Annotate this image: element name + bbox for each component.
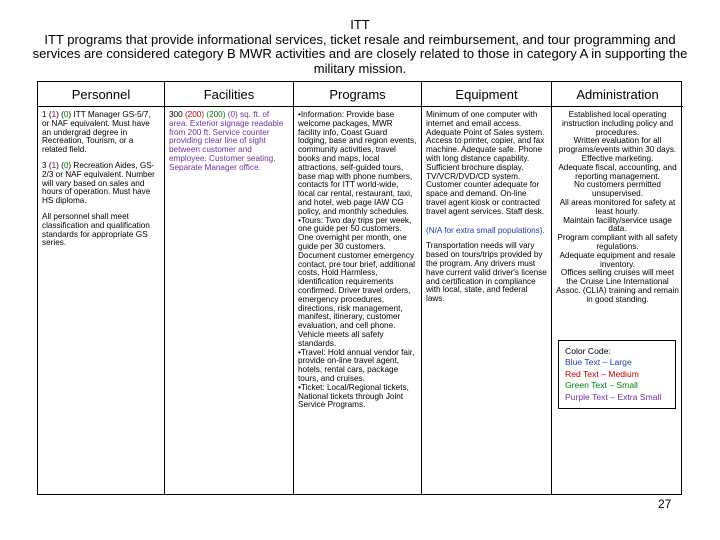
equipment-transportation: Transportation needs will vary based on tours/trips provided by the program. Any drivers must have current valid driver's license and certification in compliance with local, state, and federal laws. [426, 241, 547, 304]
admin-item: Effective marketing. [581, 153, 654, 163]
facilities-column [165, 82, 294, 494]
programs-information: •Information: Provide base welcome packages, MWR facility info, Coast Guard lodging, base and region events, community activities, travel books and maps, local attractions, self-guided tours, base map with phone numbers, contacts for ITT world-wide, local car rental, restaurant, taxi, and hotel, web page IAW CG policy, and monthly schedules. [298, 110, 417, 216]
legend-purple: Purple Text – Extra Small [565, 391, 662, 402]
equipment-header: Equipment [422, 82, 551, 107]
personnel-manager: 1 (1) (0) ITT Manager GS-5/7, or NAF equivalent. Must have an undergrad degree in Recreation, Tourism, or a related field. [42, 110, 151, 155]
title-block [30, 18, 690, 76]
admin-item: Written evaluation for all programs/events within 30 days. [558, 136, 677, 155]
equipment-column [422, 82, 552, 494]
personnel-column [38, 82, 165, 494]
facilities-header: Facilities [165, 82, 293, 107]
admin-item: Offices selling cruises will meet the Cruise Line International Assoc. (CLIA) training and remain in good standing. [556, 268, 679, 304]
standards-table [37, 81, 682, 495]
administration-column [552, 82, 683, 494]
admin-item: All areas monitored for safety at least hourly. [559, 197, 676, 216]
admin-item: Adequate fiscal, accounting, and reporting management. [558, 162, 677, 181]
programs-column [294, 82, 422, 494]
admin-item: Program compliant with all safety regulations. [557, 233, 678, 251]
admin-item: Adequate equipment and resale inventory. [559, 250, 676, 269]
slide-subtitle: ITT programs that provide informational services, ticket resale and reimbursement, and tour programming and services are considered category B MWR activities and are closely related to those in category A in supporting the military mission. [32, 31, 688, 76]
personnel-qualification: All personnel shall meet classification and qualification standards for appropriate GS series. [42, 211, 150, 248]
page-number: 27 [658, 497, 672, 511]
programs-header: Programs [294, 82, 421, 107]
slide-title: ITT [350, 17, 370, 32]
personnel-body [38, 107, 164, 259]
legend-red: Red Text – Medium [565, 368, 639, 379]
legend-title: Color Code: [565, 345, 611, 356]
admin-item: Established local operating instruction including policy and procedures. [561, 110, 674, 137]
personnel-header: Personnel [38, 82, 164, 107]
administration-body [552, 107, 683, 413]
legend-blue: Blue Text – Large [565, 357, 632, 368]
programs-tours: •Tours: Two day trips per week, one guide per 50 customers. One overnight per month, one guide per 30 customers. Document customer emergency contact, pre tour brief, additional costs, Hold Harmless, identification requirements confirmed. Driver travel orders, emergency procedures, directions, risk management, manifest, itinerary, customer evaluation, and cell phone. Vehicle meets all safety standards. [298, 215, 415, 348]
admin-item: Maintain facility/service usage data. [563, 215, 672, 234]
personnel-aides: 3 (1) (0) Recreation Aides, GS-2/3 or NAF equivalent. Number will vary based on sales and hours of operation. Must have HS diploma. [42, 160, 155, 206]
programs-ticket: •Ticket: Local/Regional tickets, National tickets through Joint Service Programs. [298, 382, 409, 410]
legend-green: Green Text – Small [565, 380, 638, 391]
programs-travel: •Travel: Hold annual vendor fair, provide on-line travel agent, hotels, rental cars, package tours, and cruises. [298, 347, 415, 383]
admin-item: No customers permitted unsupervised. [574, 180, 661, 199]
equipment-note: (N/A for extra small populations). [426, 225, 545, 235]
facilities-text: 300 (200) (200) (0) sq. ft. of area. Exterior signage readable from 200 ft. Service counter providing clear line of sight between customer and employee. Customer seating. Separate Manager office. [169, 110, 284, 172]
programs-body [294, 107, 421, 414]
facilities-body [165, 107, 293, 184]
administration-header: Administration [552, 82, 683, 107]
equipment-list: Minimum of one computer with internet and email access. Adequate Point of Sales system. Access to printer, copier, and fax machine. Adequate safe. Phone with long distance capability. Sufficient brochure display. TV/VCR/DVD/CD system. Customer counter adequate for space and demand. On-line travel agent kiosk or contracted travel agent services. Staff desk. [426, 110, 545, 216]
color-code-legend [558, 340, 676, 410]
equipment-body [422, 107, 551, 315]
